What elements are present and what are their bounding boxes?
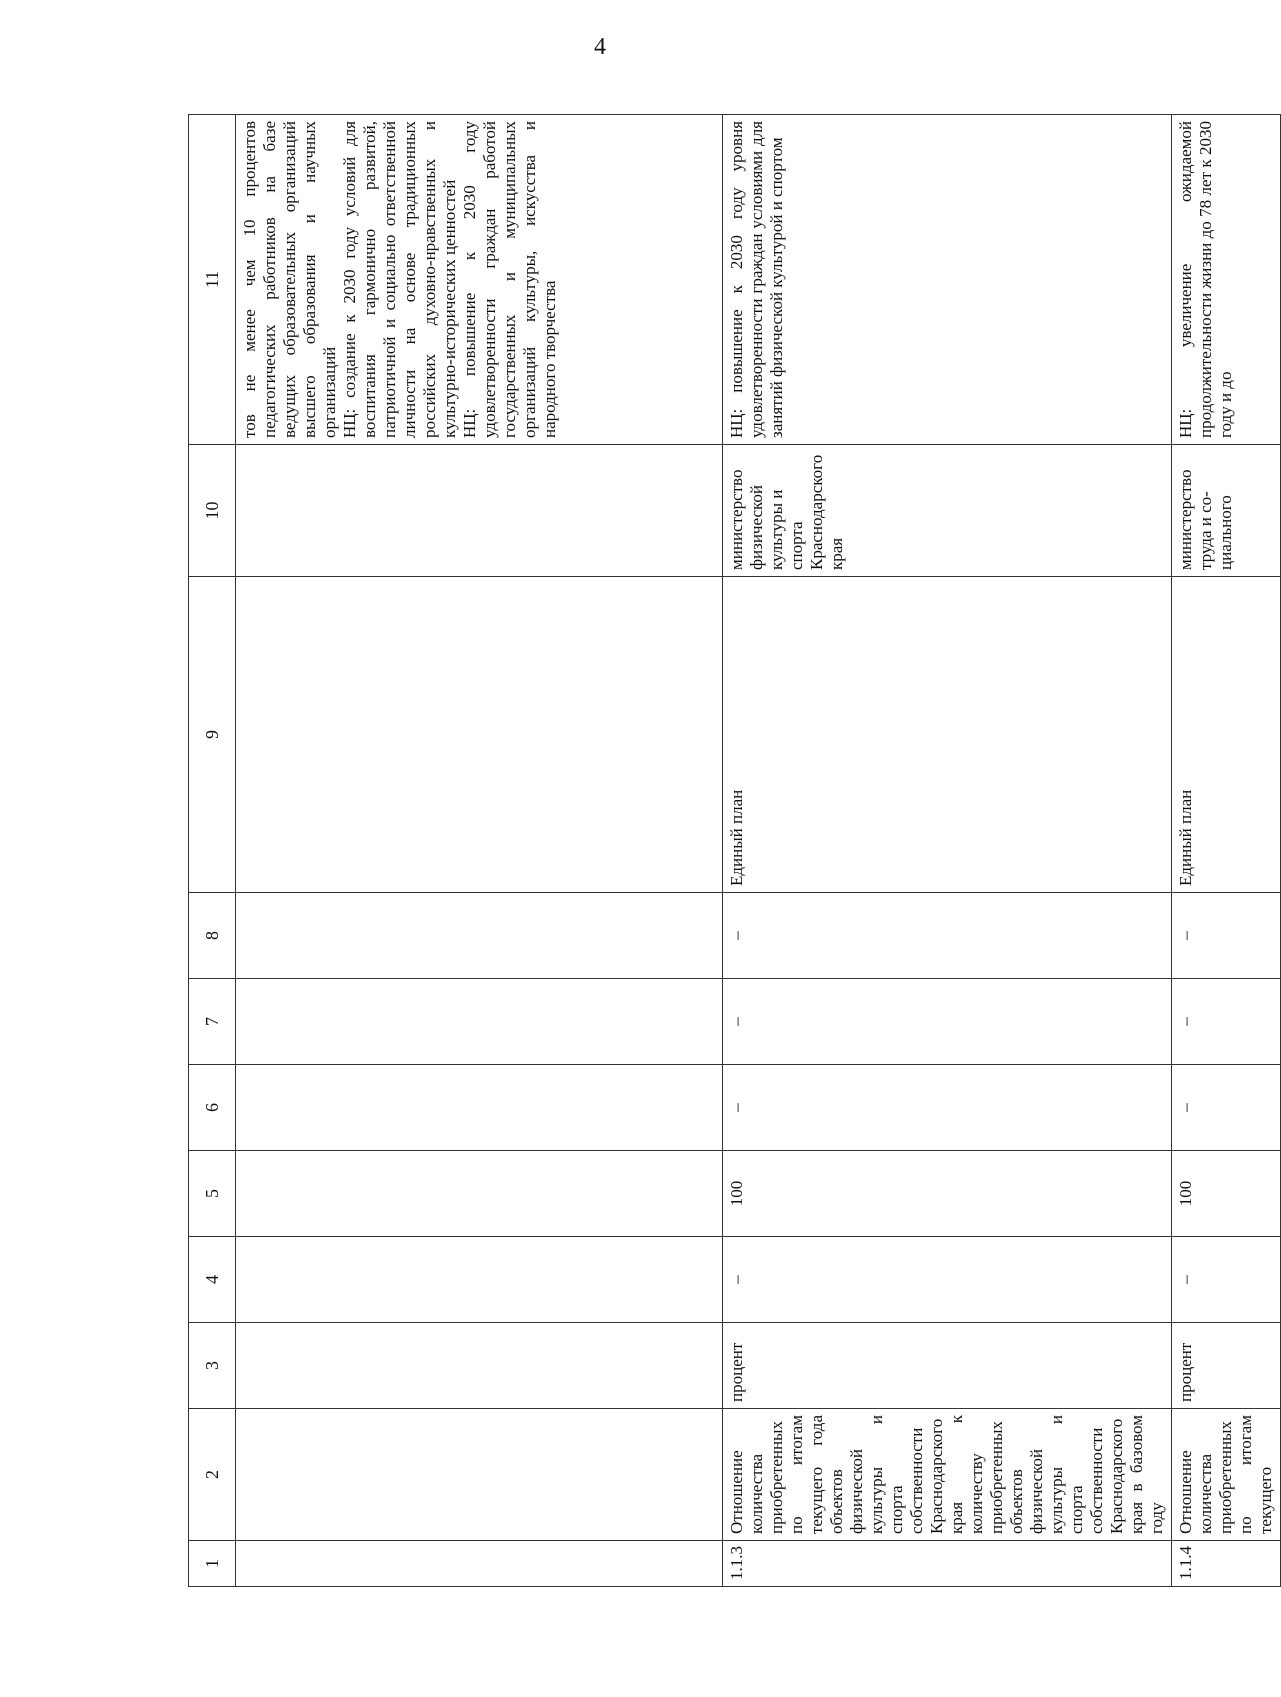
header-cell: 1 [189,1541,236,1587]
table-row [1172,115,1281,1587]
table-row [236,115,723,1587]
cell-col5: 100 [723,1151,1172,1237]
cell-col4: – [1172,1237,1281,1323]
header-row [189,115,236,1587]
cell-responsible: министерство физической культуры и спорта Краснодарского края [723,445,1172,577]
cell-national-goal: тов не менее чем 10 процентов педагогических работников на базе ведущих образовательных организаций высшего образования и научных организаций НЦ: создание к 2030 году условий для воспитания гармонично развитой, патриотичной и социально ответственной личности на основе традиционных российских духовно-нравственных и культурно-исторических ценностей НЦ: повышение к 2030 году удовлетворенности граждан работой государственных и муниципальных организаций культуры, искусства и народного творчества [236,115,723,445]
cell-number: 1.1.3 [723,1541,1172,1587]
cell-col5 [236,1151,723,1237]
indicators-table [188,114,1281,1587]
cell-unit: процент [723,1323,1172,1409]
cell-col8 [236,893,723,979]
cell-col4 [236,1237,723,1323]
cell-unit [236,1323,723,1409]
cell-unit: процент [1172,1323,1281,1409]
cell-col6: – [723,1065,1172,1151]
header-cell: 5 [189,1151,236,1237]
header-cell: 11 [189,115,236,445]
cell-number [236,1541,723,1587]
rotated-table-container [188,115,1275,1587]
header-cell: 6 [189,1065,236,1151]
header-cell: 2 [189,1409,236,1541]
cell-col6 [236,1065,723,1151]
page-number: 4 [594,34,606,60]
header-cell: 7 [189,979,236,1065]
header-cell: 3 [189,1323,236,1409]
cell-col7: – [723,979,1172,1065]
cell-col5: 100 [1172,1151,1281,1237]
cell-col7 [236,979,723,1065]
cell-col8: – [1172,893,1281,979]
cell-source: Единый план [723,577,1172,893]
cell-col8: – [723,893,1172,979]
cell-national-goal: НЦ: повышение к 2030 году уровня удовлетворенности граждан условиями для занятий физической культурой и спортом [723,115,1172,445]
header-cell: 10 [189,445,236,577]
cell-source [236,577,723,893]
cell-col4: – [723,1237,1172,1323]
cell-source: Единый план [1172,577,1281,893]
header-cell: 4 [189,1237,236,1323]
cell-col6: – [1172,1065,1281,1151]
cell-number: 1.1.4 [1172,1541,1281,1587]
cell-col7: – [1172,979,1281,1065]
table-row [723,115,1172,1587]
cell-indicator [236,1409,723,1541]
cell-indicator: Отношение количества приобретенных по итогам текущего [1172,1409,1281,1541]
header-cell: 8 [189,893,236,979]
cell-responsible [236,445,723,577]
cell-responsible: министерство труда и со-циального [1172,445,1281,577]
header-cell: 9 [189,577,236,893]
cell-national-goal: НЦ: увеличение ожидаемой продолжительности жизни до 78 лет к 2030 году и до [1172,115,1281,445]
cell-indicator: Отношение количества приобретенных по итогам текущего года объектов физической культуры и спорта собственности Краснодарского края к количеству приобретенных объектов физической культуры и спорта собственности Краснодарского края в базовом году [723,1409,1172,1541]
